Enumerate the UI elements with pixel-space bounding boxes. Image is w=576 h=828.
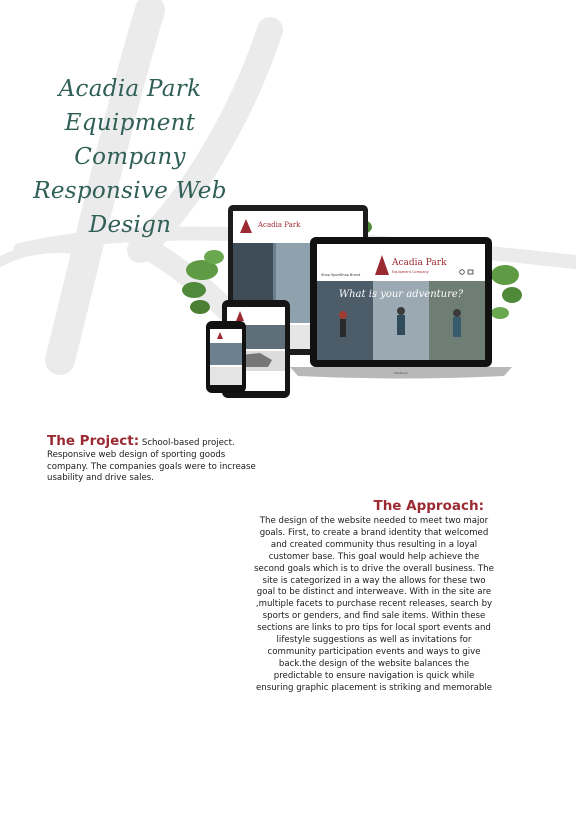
project-heading: The Project: xyxy=(47,433,140,449)
monitor-brand-name: Acadia Park xyxy=(258,221,301,229)
laptop-brand-sub: Equipment Company xyxy=(392,270,429,274)
device-mockup-image xyxy=(180,195,530,420)
laptop-label: MacBook xyxy=(394,371,408,375)
title-line-2: Equipment Company xyxy=(64,110,196,170)
phone xyxy=(206,321,246,393)
title-line-4: Design xyxy=(88,212,172,238)
title-line-1: Acadia Park xyxy=(58,76,202,102)
laptop-brand-name: Acadia Park xyxy=(392,258,447,268)
laptop-hero-text: What is your adventure? xyxy=(338,289,464,300)
plant-left-icon xyxy=(182,250,224,314)
laptop-nav-item-2: Shop Brand xyxy=(340,273,361,277)
laptop xyxy=(290,237,512,379)
project-text: School-based project. Responsive web design of sporting goods company. The companies goals were to increase usability and drive sales. xyxy=(47,438,256,484)
approach-heading: The Approach: xyxy=(373,498,484,514)
approach-text: The design of the website needed to meet two major goals. First, to create a brand identity that welcomed and created community thus resulting in a loyal customer base. This goal would help achieve the second goals which is to drive the overall business. The site is categorized in a way the allows for these two goal to be distinct and interweave. With in the site are ,multiple facets to purchase recent releases, search by sports or genders, and find sale items. Within these sections are links to pro tips for local sport events and lifestyle suggestions as well as invitations for community participation events and ways to give back.the design of the website balances the predictable to ensure navigation is quick while ensuring graphic placement is striking and memorable xyxy=(254,516,494,693)
laptop-nav-item-1: Shop Sport xyxy=(321,273,341,277)
project-section xyxy=(47,433,262,485)
plant-right-icon xyxy=(491,265,522,319)
title-line-3: Responsive Web xyxy=(33,178,227,204)
